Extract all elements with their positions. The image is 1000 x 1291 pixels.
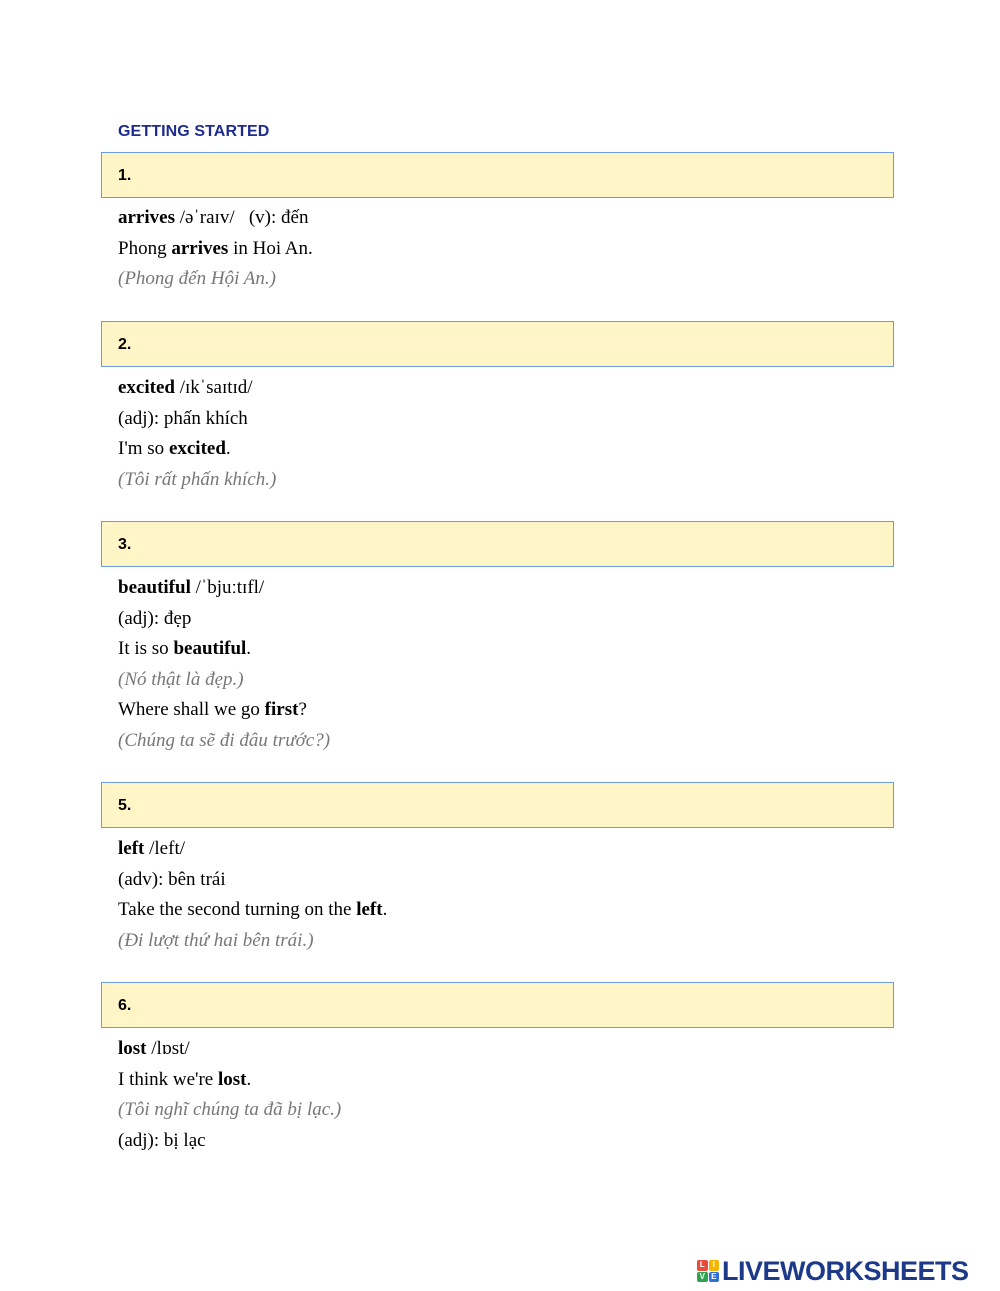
- text-segment: (adj): bị lạc: [118, 1129, 206, 1151]
- text-segment: It is so: [118, 638, 174, 659]
- text-segment: /lɒst/: [146, 1038, 190, 1059]
- keyword: excited: [118, 377, 175, 398]
- entry-number: 6.: [118, 997, 132, 1014]
- entry-content: [118, 203, 313, 295]
- translation-line: [118, 926, 387, 957]
- text-segment: (Chúng ta sẽ đi đâu trước?): [118, 729, 331, 751]
- entry-line: [118, 1034, 341, 1065]
- entry-line: [118, 895, 387, 926]
- entry-line: [118, 234, 313, 265]
- entry-number-box: [101, 982, 894, 1028]
- keyword: lost: [217, 1068, 247, 1090]
- entry-content: [118, 1034, 341, 1156]
- entry-line: [118, 203, 313, 234]
- logo-badge-letter: V: [697, 1272, 708, 1283]
- logo-badge-letter: E: [709, 1272, 720, 1283]
- text-segment: (Tôi rất phấn khích.): [118, 468, 277, 490]
- keyword: beautiful: [118, 577, 191, 598]
- liveworksheets-logo: [697, 1255, 969, 1286]
- entry-number: 3.: [118, 536, 132, 553]
- text-segment: (adj): phấn khích: [118, 407, 248, 429]
- keyword: excited: [168, 438, 226, 459]
- entry-line: [118, 1126, 341, 1157]
- section-heading: GETTING STARTED: [118, 123, 270, 140]
- keyword: beautiful: [173, 638, 247, 659]
- text-segment: (Đi lượt thứ hai bên trái.): [118, 929, 314, 951]
- text-segment: (Tôi nghĩ chúng ta đã bị lạc.): [118, 1099, 342, 1120]
- entry-number-box: [101, 321, 894, 367]
- entry-line: [118, 865, 387, 896]
- keyword: left: [356, 899, 383, 920]
- entry-line: [118, 695, 330, 726]
- entry-line: [118, 373, 276, 404]
- translation-line: [118, 465, 276, 496]
- entry-number: 2.: [118, 336, 132, 353]
- text-segment: I'm so: [118, 438, 169, 459]
- text-segment: Phong: [118, 237, 172, 259]
- text-segment: ?: [298, 699, 307, 720]
- text-segment: (Phong đến Hội An.): [118, 268, 276, 289]
- text-segment: Where shall we go: [118, 699, 265, 720]
- translation-line: [118, 264, 313, 295]
- text-segment: /ˈbjuːtɪfl/: [190, 577, 265, 598]
- entry-line: [118, 1065, 341, 1096]
- text-segment: /left/: [144, 838, 186, 859]
- keyword: arrives: [171, 237, 229, 259]
- translation-line: [118, 1095, 341, 1126]
- entry-line: [118, 434, 276, 465]
- logo-text: LIVEWORKSHEETS: [722, 1255, 969, 1286]
- text-segment: I think we're: [118, 1068, 218, 1090]
- entry-number-box: [101, 782, 894, 828]
- text-segment: (Nó thật là đẹp.): [118, 668, 244, 690]
- keyword: lost: [118, 1038, 147, 1059]
- keyword: first: [264, 699, 299, 720]
- entry-content: [118, 573, 330, 756]
- text-segment: .: [246, 1068, 252, 1090]
- entry-number-box: [101, 521, 894, 567]
- entry-number: 1.: [118, 167, 132, 184]
- entry-content: [118, 373, 276, 495]
- logo-badge-letter: L: [697, 1260, 708, 1271]
- entry-line: [118, 604, 330, 635]
- entry-line: [118, 834, 387, 865]
- text-segment: /ɪkˈsaɪtɪd/: [174, 377, 253, 398]
- entry-line: [118, 634, 330, 665]
- logo-badge-icon: [697, 1260, 719, 1282]
- entry-number-box: [101, 152, 894, 198]
- keyword: arrives: [118, 207, 175, 228]
- text-segment: (adv): bên trái: [118, 868, 226, 890]
- entry-line: [118, 404, 276, 435]
- text-segment: .: [246, 638, 252, 659]
- text-segment: /əˈraɪv/ (v): đến: [174, 207, 309, 228]
- logo-badge-letter: I: [709, 1260, 720, 1271]
- keyword: left: [118, 838, 145, 859]
- text-segment: in Hoi An.: [228, 237, 313, 259]
- translation-line: [118, 665, 330, 696]
- text-segment: Take the second turning on the: [118, 899, 357, 920]
- entry-line: [118, 573, 330, 604]
- text-segment: .: [382, 899, 388, 920]
- text-segment: (adj): đẹp: [118, 607, 192, 629]
- translation-line: [118, 726, 330, 757]
- entry-content: [118, 834, 387, 956]
- text-segment: .: [225, 438, 231, 459]
- entry-number: 5.: [118, 797, 132, 814]
